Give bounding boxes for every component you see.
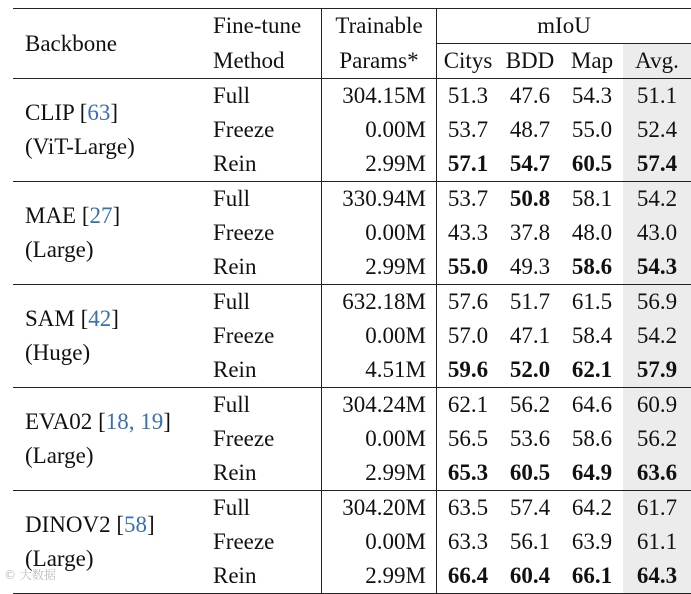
- params-cell: 632.18M: [322, 285, 437, 320]
- map-cell: 58.4: [561, 319, 623, 353]
- method-cell: Full: [209, 388, 322, 423]
- params-cell: 304.20M: [322, 491, 437, 526]
- backbone-variant: (ViT-Large): [25, 130, 209, 164]
- method-cell: Rein: [209, 147, 322, 182]
- map-cell: 64.2: [561, 491, 623, 526]
- method-cell: Freeze: [209, 216, 322, 250]
- bdd-cell: 54.7: [499, 147, 561, 182]
- avg-cell: 57.4: [623, 147, 691, 182]
- backbone-name: EVA02: [25, 409, 92, 434]
- params-cell: 2.99M: [322, 250, 437, 285]
- table-row: [13, 79, 691, 114]
- header-backbone: Backbone: [13, 9, 209, 79]
- bdd-cell: 57.4: [499, 491, 561, 526]
- avg-cell: 61.7: [623, 491, 691, 526]
- table-row: [13, 491, 691, 526]
- bdd-cell: 48.7: [499, 113, 561, 147]
- citys-cell: 53.7: [437, 113, 500, 147]
- header-col-citys: Citys: [437, 44, 500, 79]
- bdd-cell: 56.1: [499, 525, 561, 559]
- citation-link[interactable]: 42: [88, 306, 111, 331]
- map-cell: 54.3: [561, 79, 623, 114]
- header-miou: mIoU: [437, 9, 691, 44]
- map-cell: 55.0: [561, 113, 623, 147]
- citys-cell: 57.1: [437, 147, 500, 182]
- backbone-variant: (Large): [25, 439, 209, 473]
- bdd-cell: 37.8: [499, 216, 561, 250]
- watermark: © 大数据: [4, 566, 56, 583]
- avg-cell: 52.4: [623, 113, 691, 147]
- header-method-line2: Method: [209, 44, 322, 79]
- citys-cell: 63.5: [437, 491, 500, 526]
- map-cell: 61.5: [561, 285, 623, 320]
- params-cell: 0.00M: [322, 422, 437, 456]
- map-cell: 48.0: [561, 216, 623, 250]
- avg-cell: 61.1: [623, 525, 691, 559]
- backbone-variant: (Huge): [25, 336, 209, 370]
- backbone-name-line: CLIP [63]: [25, 96, 209, 130]
- citys-cell: 43.3: [437, 216, 500, 250]
- table-row: [13, 388, 691, 423]
- citys-cell: 62.1: [437, 388, 500, 423]
- header-col-bdd: BDD: [499, 44, 561, 79]
- method-cell: Rein: [209, 250, 322, 285]
- method-cell: Rein: [209, 559, 322, 594]
- method-cell: Full: [209, 491, 322, 526]
- header-col-avg: Avg.: [623, 44, 691, 79]
- bdd-cell: 53.6: [499, 422, 561, 456]
- avg-cell: 64.3: [623, 559, 691, 594]
- backbone-cell: [13, 285, 209, 388]
- method-cell: Full: [209, 79, 322, 114]
- header-method-line1: Fine-tune: [209, 9, 322, 44]
- bdd-cell: 56.2: [499, 388, 561, 423]
- backbone-cell: [13, 388, 209, 491]
- avg-cell: 51.1: [623, 79, 691, 114]
- avg-cell: 54.3: [623, 250, 691, 285]
- backbone-cell: [13, 79, 209, 182]
- backbone-name-line: SAM [42]: [25, 302, 209, 336]
- citation-link[interactable]: 58: [124, 512, 147, 537]
- backbone-name-line: DINOV2 [58]: [25, 508, 209, 542]
- table-row: [13, 285, 691, 320]
- avg-cell: 43.0: [623, 216, 691, 250]
- citys-cell: 57.6: [437, 285, 500, 320]
- method-cell: Full: [209, 182, 322, 217]
- params-cell: 304.24M: [322, 388, 437, 423]
- header-col-map: Map: [561, 44, 623, 79]
- map-cell: 58.6: [561, 250, 623, 285]
- citys-cell: 65.3: [437, 456, 500, 491]
- bdd-cell: 49.3: [499, 250, 561, 285]
- backbone-name-line: MAE [27]: [25, 199, 209, 233]
- method-cell: Full: [209, 285, 322, 320]
- backbone-name: SAM: [25, 306, 75, 331]
- citation-link[interactable]: 27: [90, 203, 113, 228]
- map-cell: 62.1: [561, 353, 623, 388]
- bdd-cell: 50.8: [499, 182, 561, 217]
- avg-cell: 56.9: [623, 285, 691, 320]
- method-cell: Freeze: [209, 319, 322, 353]
- backbone-variant: (Large): [25, 542, 209, 576]
- params-cell: 0.00M: [322, 525, 437, 559]
- method-cell: Freeze: [209, 422, 322, 456]
- map-cell: 64.6: [561, 388, 623, 423]
- avg-cell: 54.2: [623, 319, 691, 353]
- bdd-cell: 60.4: [499, 559, 561, 594]
- params-cell: 0.00M: [322, 319, 437, 353]
- header-params-line2: Params*: [322, 44, 437, 79]
- backbone-name: MAE: [25, 203, 76, 228]
- citation-link[interactable]: 18, 19: [106, 409, 164, 434]
- avg-cell: 57.9: [623, 353, 691, 388]
- params-cell: 4.51M: [322, 353, 437, 388]
- citys-cell: 53.7: [437, 182, 500, 217]
- method-cell: Rein: [209, 456, 322, 491]
- bdd-cell: 52.0: [499, 353, 561, 388]
- backbone-name: DINOV2: [25, 512, 111, 537]
- map-cell: 58.1: [561, 182, 623, 217]
- backbone-name-line: EVA02 [18, 19]: [25, 405, 209, 439]
- citys-cell: 63.3: [437, 525, 500, 559]
- avg-cell: 56.2: [623, 422, 691, 456]
- map-cell: 58.6: [561, 422, 623, 456]
- bdd-cell: 47.1: [499, 319, 561, 353]
- params-cell: 2.99M: [322, 559, 437, 594]
- map-cell: 66.1: [561, 559, 623, 594]
- avg-cell: 54.2: [623, 182, 691, 217]
- citys-cell: 57.0: [437, 319, 500, 353]
- avg-cell: 63.6: [623, 456, 691, 491]
- citys-cell: 55.0: [437, 250, 500, 285]
- bdd-cell: 51.7: [499, 285, 561, 320]
- avg-cell: 60.9: [623, 388, 691, 423]
- method-cell: Freeze: [209, 113, 322, 147]
- backbone-variant: (Large): [25, 233, 209, 267]
- citys-cell: 51.3: [437, 79, 500, 114]
- map-cell: 63.9: [561, 525, 623, 559]
- citys-cell: 56.5: [437, 422, 500, 456]
- citys-cell: 66.4: [437, 559, 500, 594]
- params-cell: 304.15M: [322, 79, 437, 114]
- citation-link[interactable]: 63: [87, 100, 110, 125]
- params-cell: 0.00M: [322, 216, 437, 250]
- method-cell: Rein: [209, 353, 322, 388]
- method-cell: Freeze: [209, 525, 322, 559]
- results-table: [13, 8, 691, 594]
- params-cell: 2.99M: [322, 456, 437, 491]
- header-params-line1: Trainable: [322, 9, 437, 44]
- map-cell: 60.5: [561, 147, 623, 182]
- citys-cell: 59.6: [437, 353, 500, 388]
- backbone-cell: [13, 182, 209, 285]
- params-cell: 330.94M: [322, 182, 437, 217]
- bdd-cell: 47.6: [499, 79, 561, 114]
- table-body: [13, 79, 691, 594]
- bdd-cell: 60.5: [499, 456, 561, 491]
- params-cell: 2.99M: [322, 147, 437, 182]
- map-cell: 64.9: [561, 456, 623, 491]
- params-cell: 0.00M: [322, 113, 437, 147]
- backbone-name: CLIP: [25, 100, 74, 125]
- table-row: [13, 182, 691, 217]
